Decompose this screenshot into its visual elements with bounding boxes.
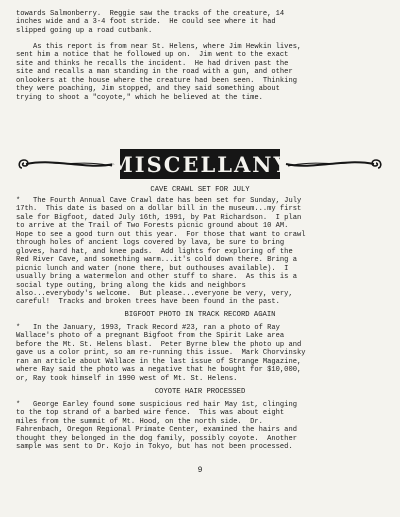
cave-crawl-heading: CAVE CRAWL SET FOR JULY bbox=[150, 186, 250, 194]
intro-paragraph-2: As this report is from near St. Helens, where Jim Hewkin lives, sent him a notice that he followed up on. Jim went to the exact site and thinks he recalls the incident. He had driven past the site and recalls a man standing in the road with a gun, and other onlookers at the house where the creature had been seen. Thinking they were poaching, Jim stopped, and they said something about trying to shoot a "coyote," which he believed at the time. bbox=[16, 43, 302, 102]
section-banner-title: MISCELLANY bbox=[120, 149, 280, 179]
cave-crawl-body: * The Fourth Annual Cave Crawl date has been set for Sunday, July 17th. This date is based on a dollar bill in the museum...my first sale for Bigfoot, dated July 16th, 1991, by Pat Richardson. I plan to arrive at the Trail of Two Forests picnic ground about 10 AM. Hope to see a good turn out this year. For those that want to crawl through holes of ancient logs covered by lava, be sure to bring gloves, hard hat, and knee pads. Add lights for exploring of the Red River Cave, and something warm...it's cold down there. Bring a picnic lunch and water (none there, but outhouses available). I usually bring a watermelon and other stuff to share. As this is a social type outing, bring along the kids and neighbors also...everybody's welcome. But please...everyone be very, very, careful! Tracks and broken trees have been found in the past. bbox=[16, 197, 306, 307]
coyote-hair-body: * George Earley found some suspicious red hair May 1st, clinging to the top strand of a barbed wire fence. This was about eight miles from the summit of Mt. Hood, on the north side. Dr. Fahrenbach, Oregon Regional Primate Center, examined the hairs and thought they belonged in the dog family, possibly coyote. Another sample was sent to Dr. Kojo in Tokyo, but has not been processed. bbox=[16, 401, 297, 452]
miscellany-banner bbox=[12, 149, 388, 179]
intro-paragraph-1: towards Salmonberry. Reggie saw the tracks of the creature, 14 inches wide and a 3-4 foot stride. He could see where it had slipped going up a road cutbank. bbox=[16, 10, 285, 35]
bigfoot-photo-heading: BIGFOOT PHOTO IN TRACK RECORD AGAIN bbox=[124, 311, 276, 319]
coyote-hair-heading: COYOTE HAIR PROCESSED bbox=[154, 388, 246, 396]
bigfoot-photo-body: * In the January, 1993, Track Record #23, ran a photo of Ray Wallace's photo of a pregnant Bigfoot from the Spirit Lake area before the Mt. St. Helens blast. Peter Byrne blew the photo up and gave us a color print, so am re-running this issue. Mark Chorvinsky ran an article about Wallace in the last issue of Strange Magazine, where Ray said the photo was a negative that he bought for $10,000, or, Ray took himself in 1990 west of Mt. St. Helens. bbox=[16, 324, 306, 383]
page-number: 9 bbox=[197, 466, 203, 475]
scroll-flourish-right-icon bbox=[284, 156, 384, 172]
scroll-flourish-left-icon bbox=[16, 156, 116, 172]
